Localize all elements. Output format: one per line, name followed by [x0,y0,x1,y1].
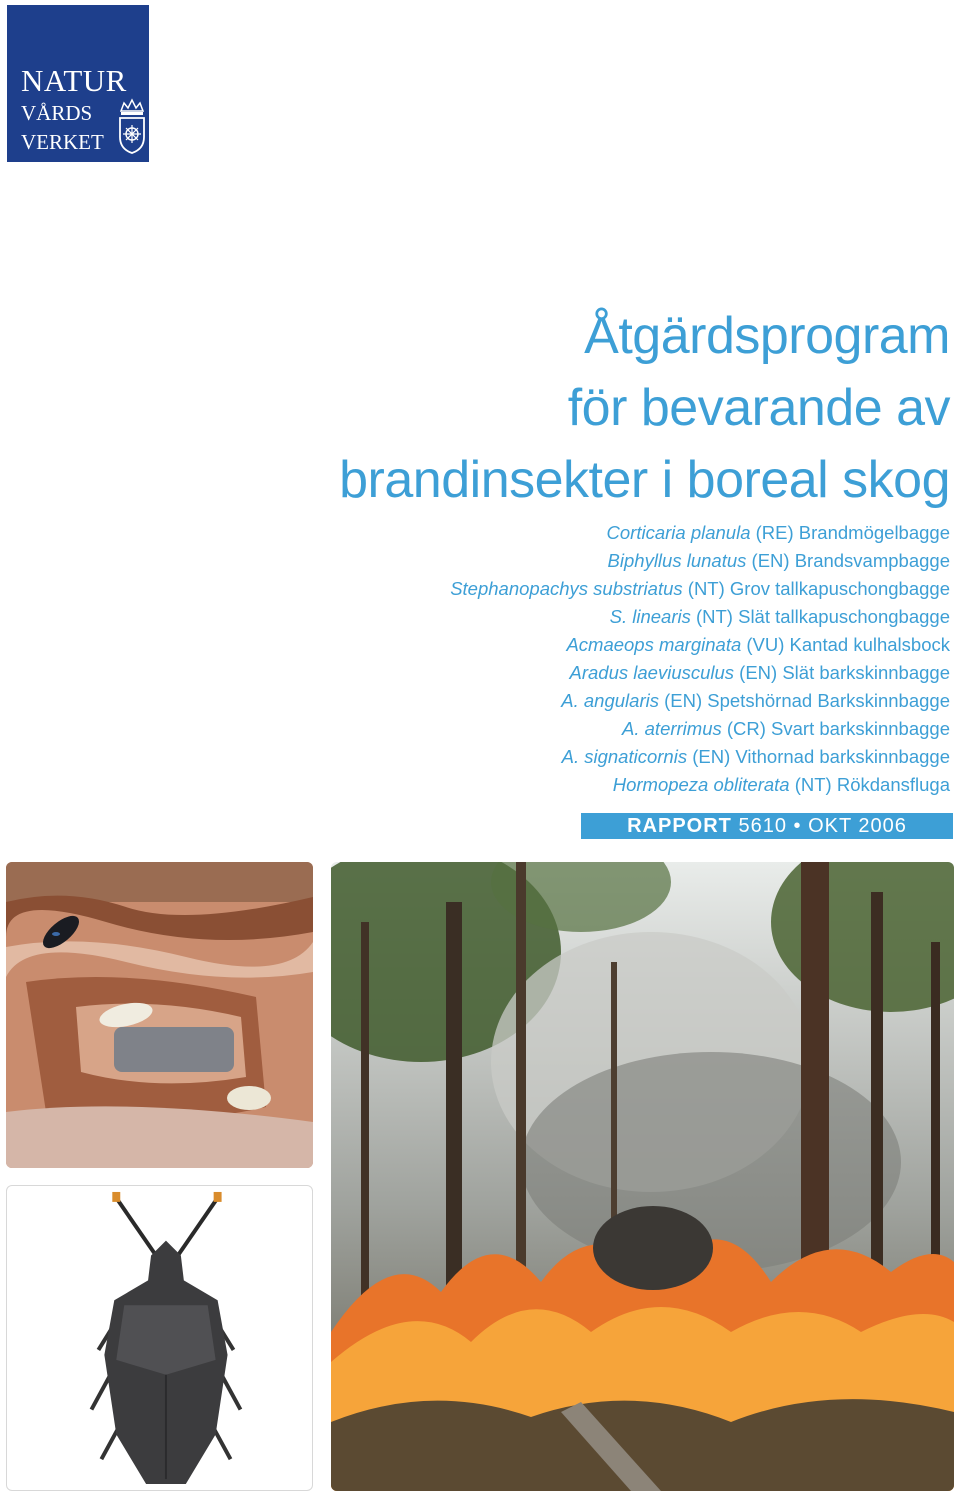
report-title [339,300,950,516]
species-item [450,743,950,771]
species-item [450,715,950,743]
species-latin-name: A. angularis [561,690,659,711]
species-item [450,659,950,687]
aradus-bark-bug-photo [6,1185,313,1491]
report-number-banner [581,813,953,839]
species-item [450,771,950,799]
logo-line-1: NATUR [21,63,127,98]
title-line-2: för bevarande av [567,379,950,437]
species-status-name: (CR) Svart barkskinnbagge [721,718,950,739]
species-status-name: (EN) Spetshörnad Barkskinnbagge [658,690,950,711]
species-latin-name: Aradus laeviusculus [569,662,735,683]
species-item [450,687,950,715]
species-item [450,603,950,631]
species-status-name: (NT) Grov tallkapuschongbagge [682,578,950,599]
report-label: RAPPORT [627,815,732,837]
species-latin-name: Stephanopachys substriatus [450,578,683,599]
species-latin-name: Acmaeops marginata [566,634,742,655]
crown-crest-icon [115,97,149,155]
report-bullet: • [793,815,802,837]
species-status-name: (EN) Slät barkskinnbagge [734,662,950,683]
title-line-1: Åtgärdsprogram [584,307,950,365]
species-item [450,519,950,547]
species-status-name: (EN) Brandsvampbagge [746,550,950,571]
species-status-name: (NT) Rökdansfluga [789,774,950,795]
species-item [450,547,950,575]
species-list [450,519,950,799]
species-item [450,631,950,659]
species-latin-name: A. signaticornis [561,746,688,767]
species-item [450,575,950,603]
species-status-name: (NT) Slät tallkapuschongbagge [690,606,950,627]
title-line-3: brandinsekter i boreal skog [339,451,950,509]
logo-line-3: VERKET [21,130,104,154]
species-status-name: (VU) Kantad kulhalsbock [741,634,950,655]
species-status-name: (EN) Vithornad barkskinnbagge [687,746,950,767]
report-number: 5610 [738,815,787,837]
naturvardsverket-logo [7,5,149,162]
species-latin-name: S. linearis [609,606,691,627]
logo-line-2: VÅRDS [21,101,93,125]
species-status-name: (RE) Brandmögelbagge [750,522,950,543]
bark-beetle-larvae-photo [6,862,313,1168]
forest-fire-photo [331,862,954,1491]
species-latin-name: Biphyllus lunatus [607,550,747,571]
species-latin-name: Hormopeza obliterata [612,774,790,795]
species-latin-name: Corticaria planula [606,522,751,543]
species-latin-name: A. aterrimus [622,718,722,739]
report-date: OKT 2006 [808,815,907,837]
